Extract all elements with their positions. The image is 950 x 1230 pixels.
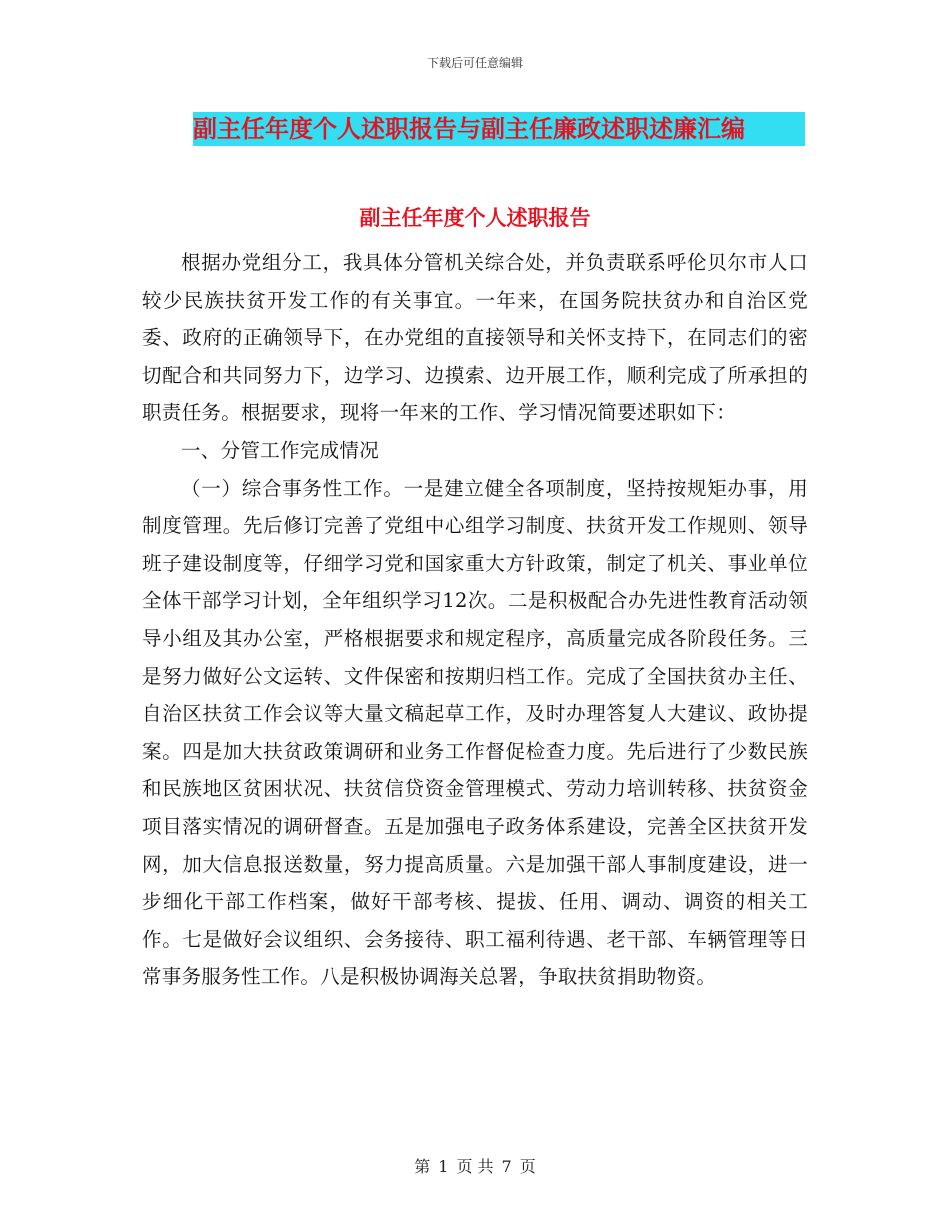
document-body (142, 244, 808, 996)
section-heading: 一、分管工作完成情况 (181, 438, 380, 462)
footer-prefix: 第 (414, 1157, 431, 1176)
paragraph-intro: 根据办党组分工，我具体分管机关综合处，并负责联系呼伦贝尔市人口较少民族扶贫开发工作的有关事宜。一年来，在国务院扶贫办和自治区党委、政府的正确领导下，在办党组的直接领导和关怀支持下，在同志们的密切配合和共同努力下，边学习、边摸索、边开展工作，顺利完成了所承担的职责任务。根据要求，现将一年来的工作、学习情况简要述职如下： (142, 251, 808, 425)
document-title: 副主任年度个人述职报告与副主任廉政述职述廉汇编 (193, 114, 745, 143)
header-note: 下载后可任意编辑 (426, 56, 523, 70)
document-title-highlight (193, 112, 805, 146)
page-footer (0, 1154, 950, 1177)
paragraph-general-affairs: （一）综合事务性工作。一是建立健全各项制度，坚持按规矩办事，用制度管理。先后修订完善了党组中心组学习制度、扶贫开发工作规则、领导班子建设制度等，仔细学习党和国家重大方针政策，制定了机关、事业单位全体干部学习计划，全年组织学习12次。二是积极配合办先进性教育活动领导小组及其办公室，严格根据要求和规定程序，高质量完成各阶段任务。三是努力做好公文运转、文件保密和按期归档工作。完成了全国扶贫办主任、自治区扶贫工作会议等大量文稿起草工作，及时办理答复人大建议、政协提案。四是加大扶贫政策调研和业务工作督促检查力度。先后进行了少数民族和民族地区贫困状况、扶贫信贷资金管理模式、劳动力培训转移、扶贫资金项目落实情况的调研督查。五是加强电子政务体系建设，完善全区扶贫开发网，加大信息报送数量，努力提高质量。六是加强干部人事制度建设，进一步细化干部工作档案，做好干部考核、提拔、任用、调动、调资的相关工作。七是做好会议组织、会务接待、职工福利待遇、老干部、车辆管理等日常事务服务性工作。八是积极协调海关总署，争取扶贫捐助物资。 (142, 476, 808, 989)
footer-mid: 页 共 (456, 1157, 494, 1176)
footer-suffix: 页 (519, 1157, 536, 1176)
section-title: 副主任年度个人述职报告 (359, 205, 591, 230)
page-total: 7 (501, 1157, 512, 1176)
page-number: 1 (438, 1157, 449, 1176)
